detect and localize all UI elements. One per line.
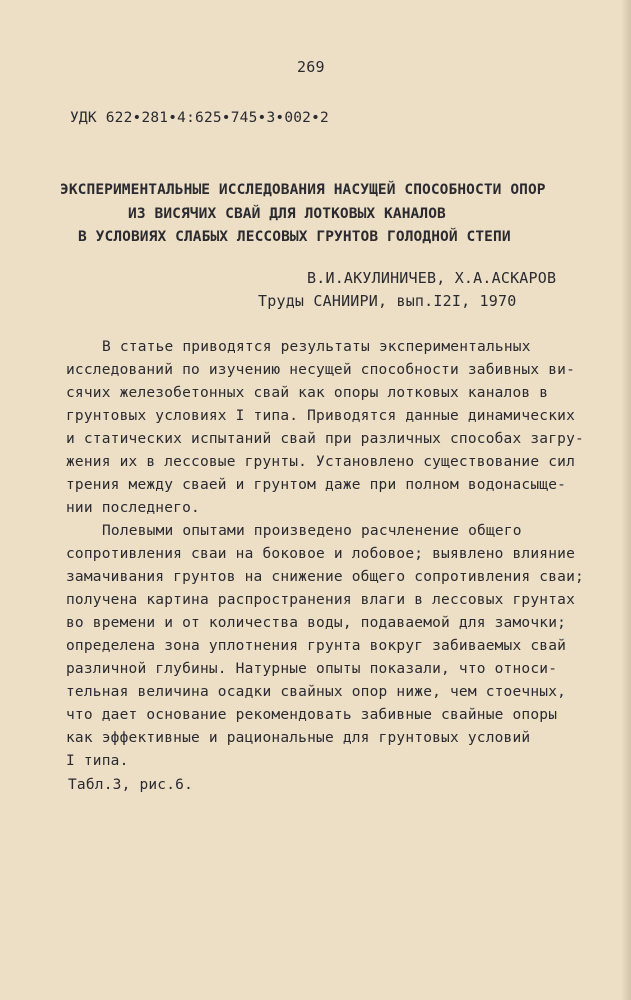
abstract-line: трения между сваей и грунтом даже при полном водонасыще- — [66, 477, 567, 493]
title-line: ИЗ ВИСЯЧИХ СВАЙ ДЛЯ ЛОТКОВЫХ КАНАЛОВ — [128, 206, 446, 222]
abstract-line: В статье приводятся результаты экспериментальных — [102, 339, 531, 355]
page-number: 269 — [297, 58, 325, 76]
abstract-line: и статических испытаний свай при различных способах загру- — [66, 431, 584, 447]
abstract-line: исследований по изучению несущей способности забивных ви- — [66, 362, 575, 378]
abstract-line: тельная величина осадки свайных опор ниже, чем стоечных, — [66, 684, 567, 700]
abstract-line: что дает основание рекомендовать забивные свайные опоры — [66, 707, 558, 723]
abstract-line: различной глубины. Натурные опыты показали, что относи- — [66, 661, 558, 677]
tables-figures-note: Табл.3, рис.6. — [68, 777, 194, 793]
title-line: ЭКСПЕРИМЕНТАЛЬНЫЕ ИССЛЕДОВАНИЯ НАСУЩЕЙ СПОСОБНОСТИ ОПОР — [60, 182, 546, 198]
abstract-line: нии последнего. — [66, 500, 200, 516]
abstract-line: определена зона уплотнения грунта вокруг забиваемых свай — [66, 638, 567, 654]
source-reference: Труды САНИИРИ, вып.I2I, 1970 — [258, 292, 517, 310]
abstract-line: жения их в лессовые грунты. Установлено существование сил — [66, 454, 575, 470]
abstract-line: получена картина распространения влаги в лессовых грунтах — [66, 592, 575, 608]
abstract-line: грунтовых условиях I типа. Приводятся данные динамических — [66, 408, 575, 424]
abstract-line: как эффективные и рациональные для грунтовых условий — [66, 730, 531, 746]
udk-code: УДК 622•281•4:625•745•3•002•2 — [70, 110, 329, 126]
abstract-line: сопротивления сваи на боковое и лобовое; выявлено влияние — [66, 546, 575, 562]
title-line: В УСЛОВИЯХ СЛАБЫХ ЛЕССОВЫХ ГРУНТОВ ГОЛОДНОЙ СТЕПИ — [78, 229, 511, 245]
abstract-line: сячих железобетонных свай как опоры лотковых каналов в — [66, 385, 549, 401]
abstract-line: I типа. — [66, 753, 129, 769]
authors: В.И.АКУЛИНИЧЕВ, Х.А.АСКАРОВ — [307, 269, 557, 287]
abstract-line: во времени и от количества воды, подаваемой для замочки; — [66, 615, 567, 631]
abstract-line: замачивания грунтов на снижение общего сопротивления сваи; — [66, 569, 584, 585]
abstract-line: Полевыми опытами произведено расчленение общего — [102, 523, 522, 539]
